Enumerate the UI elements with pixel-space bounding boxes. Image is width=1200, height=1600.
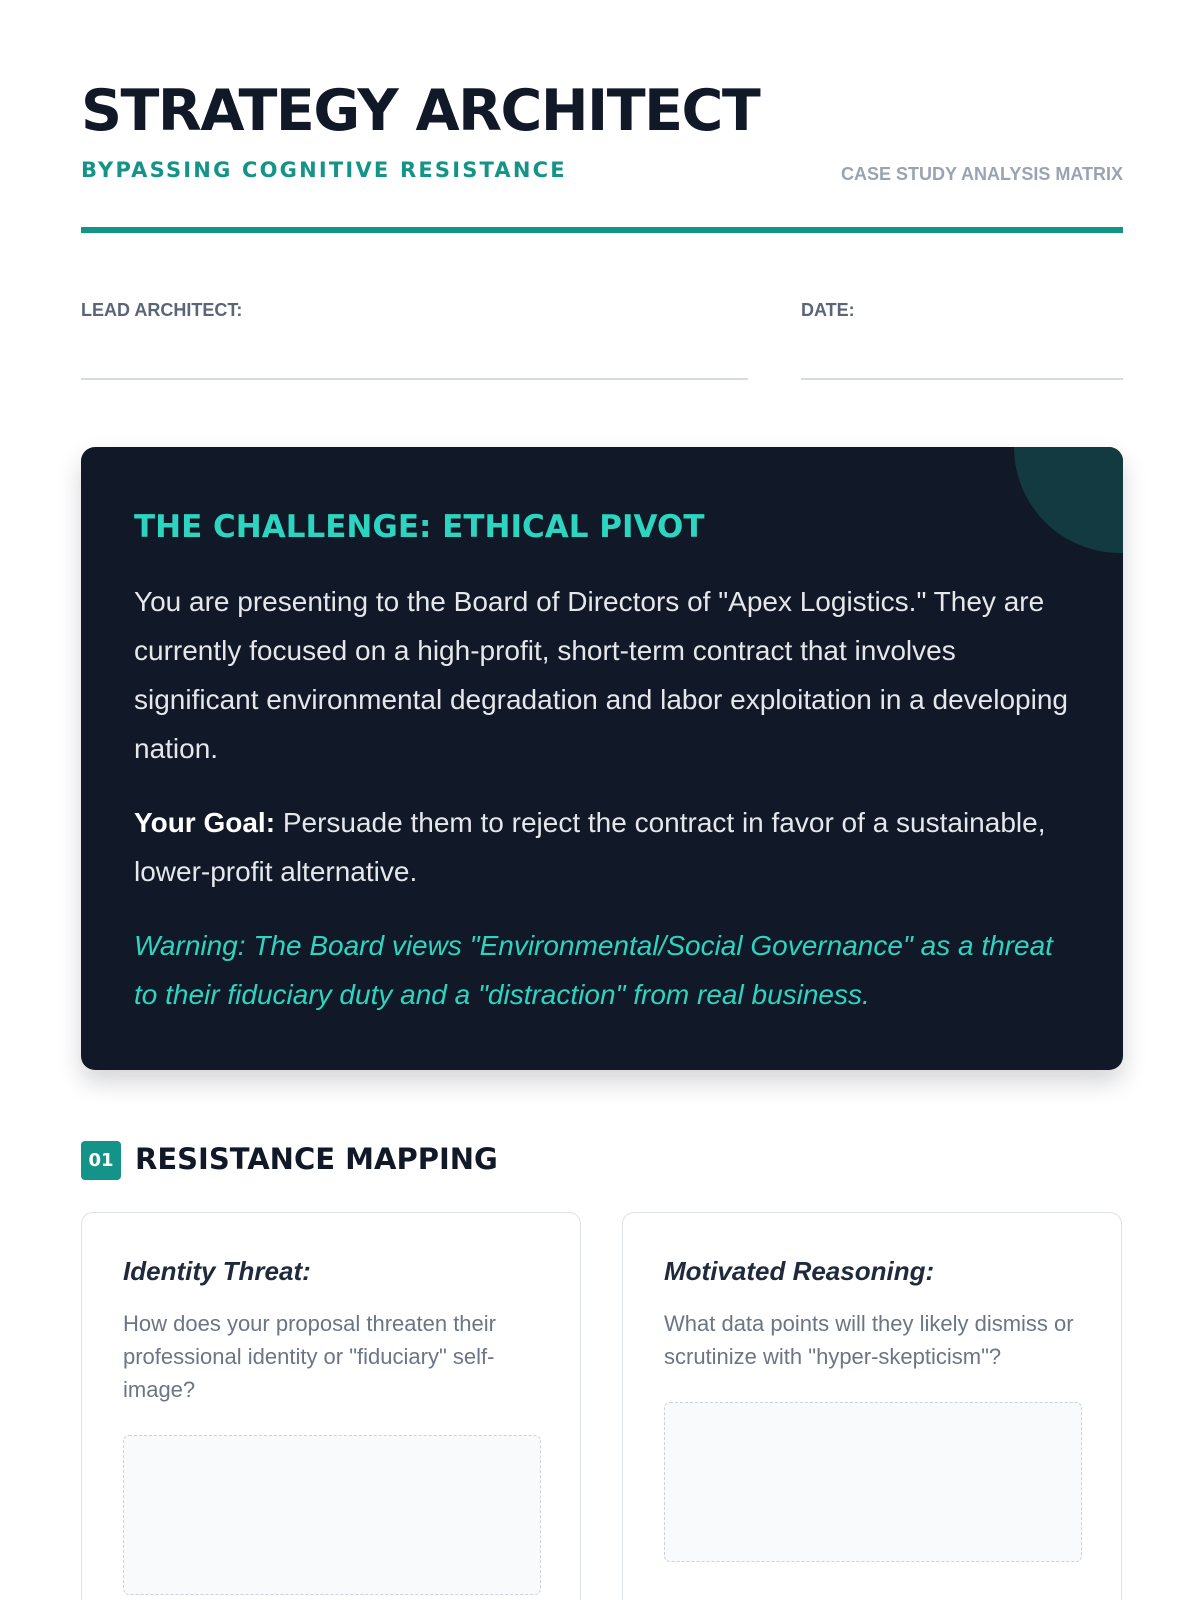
header-divider <box>81 227 1123 233</box>
header <box>81 78 1123 238</box>
card-prompt: How does your proposal threaten their professional identity or "fiduciary" self-image? <box>123 1311 496 1402</box>
date-input-line[interactable] <box>801 378 1123 380</box>
challenge-scenario: You are presenting to the Board of Directors of "Apex Logistics." They are currently focused on a high-profit, short-term contract that involves significant environmental degradation and labor exploitation in a developing nation. <box>134 586 1068 764</box>
card-title: Identity Threat: <box>123 1256 311 1286</box>
identity-threat-answer-box[interactable] <box>123 1435 541 1595</box>
date-field[interactable] <box>801 300 1123 321</box>
lead-architect-field[interactable] <box>81 300 748 321</box>
lead-architect-label: LEAD ARCHITECT: <box>81 300 243 320</box>
challenge-goal <box>134 798 1079 896</box>
motivated-reasoning-card <box>622 1212 1122 1600</box>
section-title: RESISTANCE MAPPING <box>135 1142 498 1176</box>
page-subtitle: BYPASSING COGNITIVE RESISTANCE <box>81 158 567 182</box>
matrix-label: CASE STUDY ANALYSIS MATRIX <box>840 164 1123 184</box>
motivated-reasoning-answer-box[interactable] <box>664 1402 1082 1562</box>
challenge-body <box>134 577 1079 1044</box>
date-label: DATE: <box>801 300 855 320</box>
page-title: STRATEGY ARCHITECT <box>81 78 760 144</box>
section-heading <box>81 1141 1123 1181</box>
goal-text: Persuade them to reject the contract in favor of a sustainable, lower-profit alternative. <box>134 807 1046 887</box>
decorative-circle <box>1014 447 1123 553</box>
identity-threat-card <box>81 1212 581 1600</box>
section-number-badge: 01 <box>81 1141 121 1180</box>
card-title: Motivated Reasoning: <box>664 1256 935 1286</box>
lead-architect-input-line[interactable] <box>81 378 748 380</box>
goal-label: Your Goal: <box>134 807 276 838</box>
meta-fields <box>81 300 1123 380</box>
card-prompt: What data points will they likely dismiss or scrutinize with "hyper-skepticism"? <box>664 1311 1074 1369</box>
challenge-title: THE CHALLENGE: ETHICAL PIVOT <box>134 509 705 545</box>
challenge-card <box>81 447 1123 1070</box>
challenge-warning: Warning: The Board views "Environmental/Social Governance" as a threat to their fiduciary duty and a "distraction" from real business. <box>134 930 1053 1010</box>
